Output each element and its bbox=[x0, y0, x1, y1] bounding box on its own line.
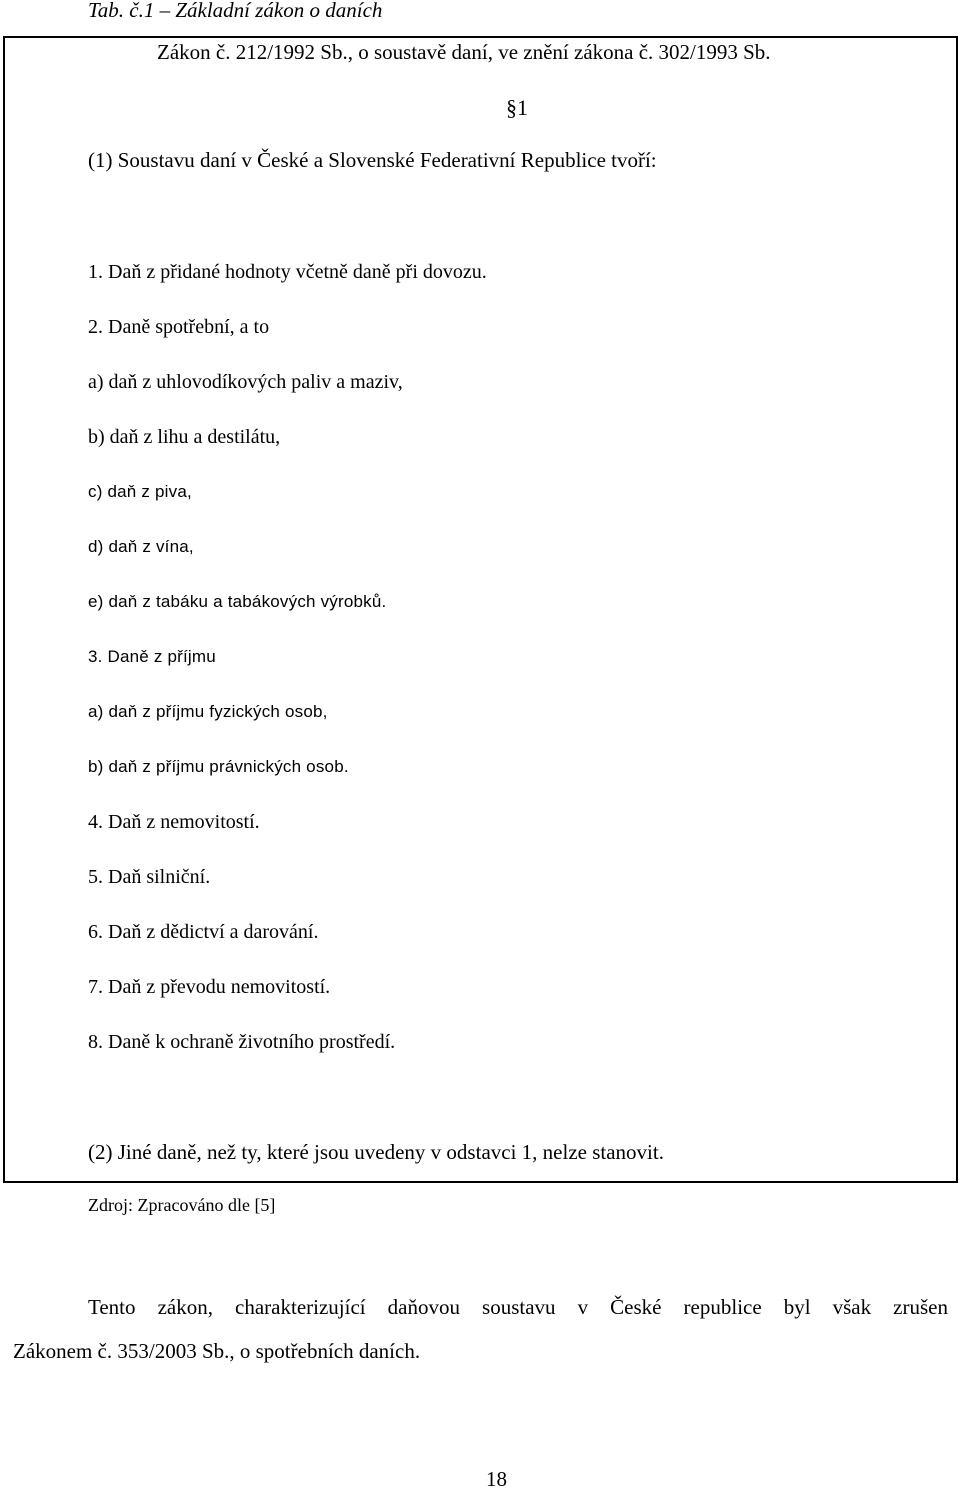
list-item: 8. Daně k ochraně životního prostředí. bbox=[88, 1031, 396, 1053]
list-item: 6. Daň z dědictví a darování. bbox=[88, 921, 319, 943]
closing-line-1: Tento zákon, charakterizující daňovou soustavu v České republice byl však zrušen bbox=[88, 1295, 948, 1319]
source-note: Zdroj: Zpracováno dle [5] bbox=[88, 1195, 276, 1215]
list-item: e) daň z tabáku a tabákových výrobků. bbox=[88, 592, 387, 611]
list-item: c) daň z piva, bbox=[88, 482, 192, 501]
list-item: 4. Daň z nemovitostí. bbox=[88, 811, 260, 833]
list-item: 5. Daň silniční. bbox=[88, 866, 211, 888]
list-item: a) daň z příjmu fyzických osob, bbox=[88, 702, 328, 721]
law-title: Zákon č. 212/1992 Sb., o soustavě daní, ve znění zákona č. 302/1993 Sb. bbox=[157, 40, 771, 64]
list-item: 7. Daň z převodu nemovitostí. bbox=[88, 976, 331, 998]
list-item: a) daň z uhlovodíkových paliv a maziv, bbox=[88, 371, 403, 393]
list-item: 3. Daně z příjmu bbox=[88, 647, 216, 666]
closing-paragraph bbox=[13, 1285, 948, 1373]
list-item: b) daň z příjmu právnických osob. bbox=[88, 757, 349, 776]
list-item: 1. Daň z přidané hodnoty včetně daně při dovozu. bbox=[88, 261, 487, 283]
paragraph-sign: §1 bbox=[506, 95, 528, 120]
list-item: b) daň z lihu a destilátu, bbox=[88, 426, 281, 448]
page-number: 18 bbox=[486, 1467, 507, 1491]
clause-2: (2) Jiné daně, než ty, které jsou uvedeny v odstavci 1, nelze stanovit. bbox=[88, 1140, 664, 1164]
list-item: 2. Daně spotřební, a to bbox=[88, 316, 270, 338]
tax-list bbox=[88, 258, 487, 1083]
closing-line-2: Zákonem č. 353/2003 Sb., o spotřebních daních. bbox=[13, 1339, 421, 1363]
table-caption: Tab. č.1 – Základní zákon o daních bbox=[88, 0, 383, 22]
list-item: d) daň z vína, bbox=[88, 537, 194, 556]
intro-clause: (1) Soustavu daní v České a Slovenské Federativní Republice tvoří: bbox=[88, 148, 657, 172]
